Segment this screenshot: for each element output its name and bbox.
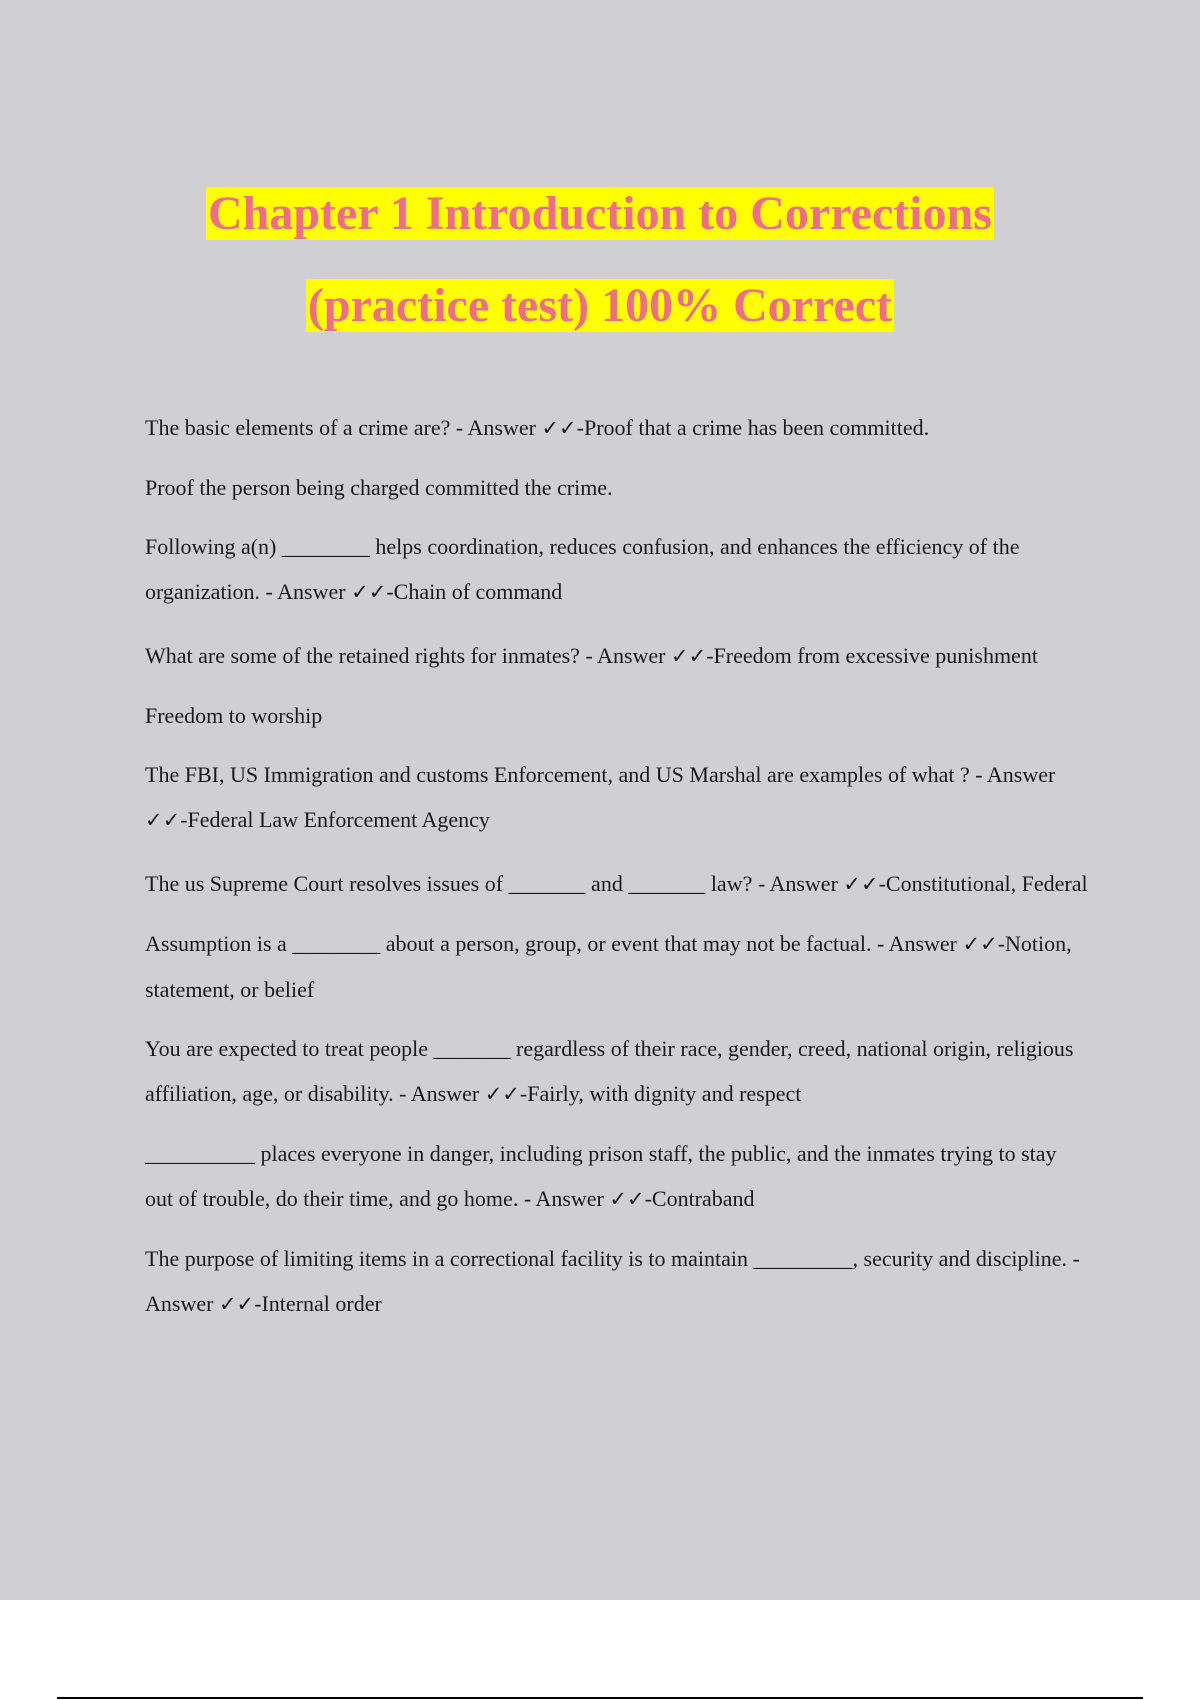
double-check-icon: ✓✓ — [670, 644, 707, 668]
answer-text: -Fairly, with dignity and respect — [519, 1081, 802, 1106]
double-check-icon: ✓✓ — [351, 580, 387, 604]
question-text: Following a(n) ________ helps coordination, reduces confusion, and enhances the efficiency of the organization. - Answer — [145, 534, 1020, 604]
footer-divider — [57, 1697, 1143, 1699]
double-check-icon: ✓✓ — [541, 416, 577, 440]
answer-text: -Constitutional, Federal — [878, 871, 1088, 896]
qa-list — [145, 405, 1090, 1327]
answer-text: -Proof that a crime has been committed. — [576, 415, 930, 440]
title-line-2: (practice test) 100% Correct — [307, 279, 893, 332]
answer-text: -Federal Law Enforcement Agency — [180, 807, 490, 832]
qa-item — [145, 921, 1090, 1012]
qa-item — [145, 465, 1090, 510]
question-text: __________ places everyone in danger, including prison staff, the public, and the inmates trying to stay out of trouble, do their time, and go home. - Answer — [145, 1141, 1057, 1211]
question-text: Assumption is a ________ about a person, group, or event that may not be factual. - Answer — [145, 931, 963, 956]
double-check-icon: ✓✓ — [962, 932, 998, 956]
answer-continuation: Proof the person being charged committed the crime. — [145, 475, 613, 500]
question-text: The us Supreme Court resolves issues of _______ and _______ law? - Answer — [145, 871, 844, 896]
qa-item — [145, 752, 1090, 843]
double-check-icon: ✓✓ — [609, 1187, 645, 1211]
answer-continuation: Freedom to worship — [145, 703, 323, 728]
answer-text: -Freedom from excessive punishment — [706, 643, 1038, 668]
question-text: The basic elements of a crime are? - Answer — [145, 415, 542, 440]
question-text: What are some of the retained rights for inmates? - Answer — [145, 643, 671, 668]
double-check-icon: ✓✓ — [145, 808, 181, 832]
double-check-icon: ✓✓ — [484, 1082, 520, 1106]
qa-item — [145, 524, 1090, 615]
question-text: You are expected to treat people _______ regardless of their race, gender, creed, national origin, religious affiliation, age, or disability. - Answer — [145, 1036, 1074, 1106]
title-line-1: Chapter 1 Introduction to Corrections — [208, 187, 992, 240]
answer-text: -Notion, statement, or belief — [145, 931, 1072, 1002]
qa-item — [145, 405, 1090, 451]
answer-text: -Internal order — [254, 1291, 382, 1316]
double-check-icon: ✓✓ — [843, 872, 879, 896]
qa-item — [145, 693, 1090, 738]
qa-item — [145, 633, 1090, 679]
answer-text: -Chain of command — [386, 579, 563, 604]
double-check-icon: ✓✓ — [218, 1292, 255, 1316]
question-text: The purpose of limiting items in a correctional facility is to maintain _________, security and discipline. - Answer — [145, 1246, 1080, 1316]
answer-text: -Contraband — [644, 1186, 755, 1211]
document-title — [0, 168, 1200, 352]
qa-item — [145, 1131, 1090, 1222]
qa-item — [145, 1026, 1090, 1117]
qa-item — [145, 861, 1090, 907]
question-text: The FBI, US Immigration and customs Enforcement, and US Marshal are examples of what ? - Answer — [145, 762, 1056, 787]
qa-item — [145, 1236, 1090, 1327]
